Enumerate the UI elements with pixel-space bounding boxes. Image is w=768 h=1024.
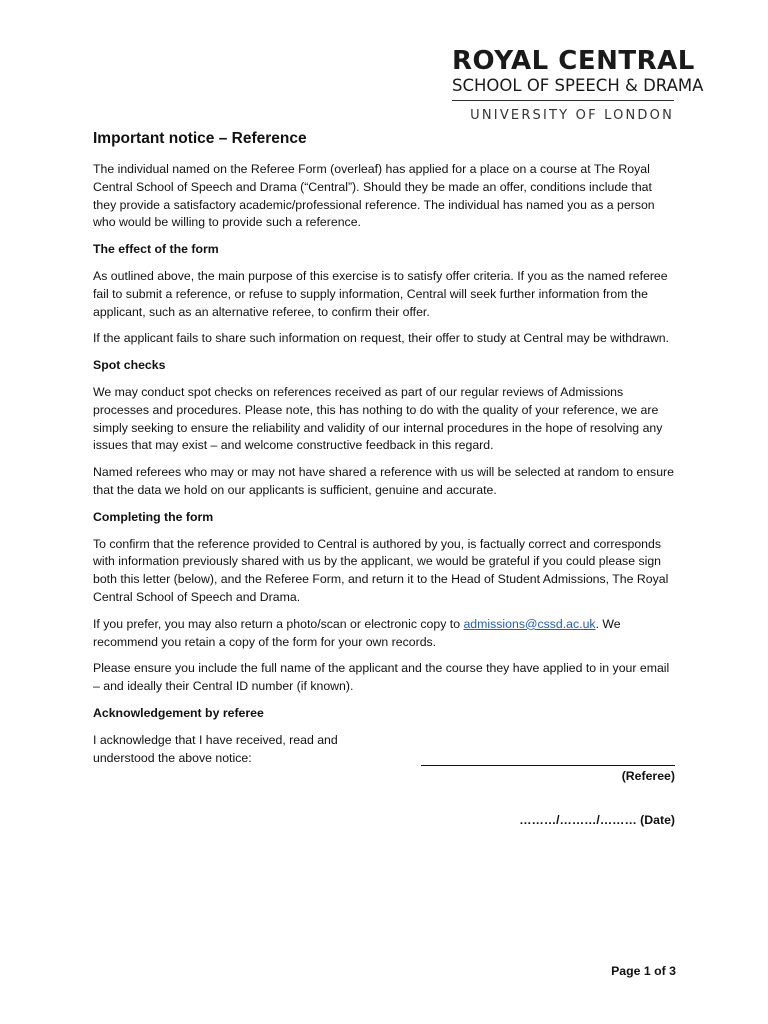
acknowledgement-heading: Acknowledgement by referee xyxy=(93,705,264,720)
completing-paragraph-2 xyxy=(93,616,678,652)
spot-checks-paragraph-2: Named referees who may or may not have shared a reference with us will be selected at random to ensure that the data we hold on our applicants is sufficient, genuine and accurate. xyxy=(93,465,674,497)
completing-heading: Completing the form xyxy=(93,509,214,524)
date-field[interactable]: ………/………/……… (Date) xyxy=(519,812,675,827)
completing-p2-before: If you prefer, you may also return a photo/scan or electronic copy to xyxy=(93,616,464,631)
effect-heading: The effect of the form xyxy=(93,242,219,257)
document-body xyxy=(93,130,678,842)
email-link[interactable]: admissions@cssd.ac.uk xyxy=(463,616,596,631)
effect-paragraph-1: As outlined above, the main purpose of this exercise is to satisfy offer criteria. If you as the named referee fail to submit a reference, or refuse to supply information, Central will seek further information from the applicant, such as an alternative referee, to confirm their offer. xyxy=(93,268,668,319)
completing-p2-after: . We recommend you retain a copy of the form for your own records. xyxy=(93,616,621,649)
intro-paragraph: The individual named on the Referee Form (overleaf) has applied for a place on a course at The Royal Central School of Speech and Drama (“Central”). Should they be made an offer, conditions include that they provide a satisfactory academic/professional reference. The individual has named you as a person who would be willing to provide such a reference. xyxy=(93,162,655,230)
logo-university: UNIVERSITY OF LONDON xyxy=(470,108,674,123)
completing-paragraph-3: Please ensure you include the full name of the applicant and the course they have applied to in your email – and ideally their Central ID number (if known). xyxy=(93,661,670,694)
page-title: Important notice – Reference xyxy=(93,130,307,147)
acknowledgement-text: I acknowledge that I have received, read and understood the above notice: xyxy=(93,732,338,765)
logo-subtitle: SCHOOL OF SPEECH & DRAMA xyxy=(452,76,704,95)
spot-checks-paragraph-1: We may conduct spot checks on references received as part of our regular reviews of Admissions processes and procedures. Please note, this has nothing to do with the quality of your reference, we are simply seeking to ensure the reliability and validity of our internal procedures in the hope of resolving any issues that may exist – and welcome constructive feedback in this regard. xyxy=(93,384,663,453)
logo-name: ROYAL CENTRAL xyxy=(452,46,695,76)
acknowledgement-block xyxy=(93,732,678,842)
logo-divider xyxy=(452,100,674,101)
page-number: Page 1 of 3 xyxy=(611,964,676,978)
institution-logo xyxy=(452,46,704,123)
spot-checks-heading: Spot checks xyxy=(93,358,166,373)
effect-paragraph-2: If the applicant fails to share such information on request, their offer to study at Central may be withdrawn. xyxy=(93,331,669,346)
referee-label: (Referee) xyxy=(621,768,675,783)
referee-signature-line[interactable] xyxy=(421,765,675,766)
completing-paragraph-1: To confirm that the reference provided to Central is authored by you, is factually correct and corresponds with information previously shared with us by the applicant, we would be grateful if you could please sign both this letter (below), and the Referee Form, and return it to the Head of Student Admissions, The Royal Central School of Speech and Drama. xyxy=(93,536,669,604)
